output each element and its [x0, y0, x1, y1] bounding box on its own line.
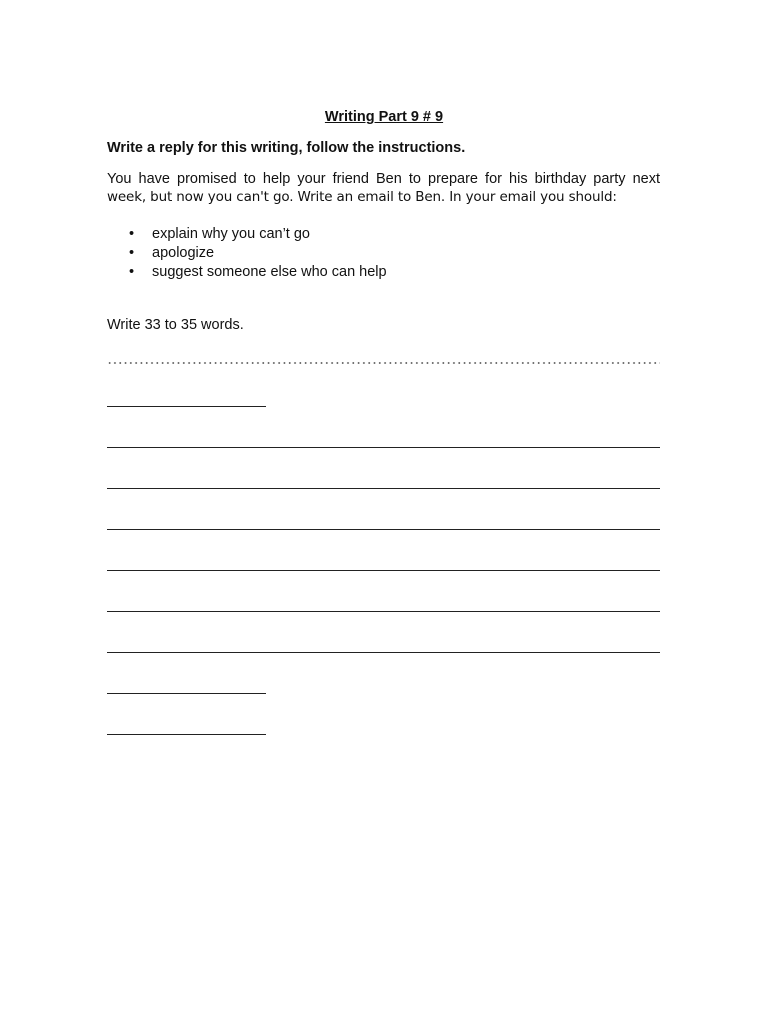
task-bullet-item	[107, 244, 387, 263]
task-bullet-text: apologize	[152, 245, 215, 261]
prompt-text-line-1: You have promised to help your friend Ben to prepare for his birthday party next	[107, 171, 660, 187]
answer-line[interactable]	[107, 529, 660, 530]
task-bullet-list	[107, 225, 387, 282]
prompt-text-line-2: week, but now you can't go. Write an email to Ben. In your email you should:	[107, 189, 617, 205]
task-bullet-text: suggest someone else who can help	[152, 264, 387, 280]
bullet-icon: •	[129, 264, 135, 280]
bullet-icon: •	[129, 245, 135, 261]
worksheet-title: Writing Part 9 # 9	[324, 109, 444, 125]
answer-line[interactable]	[107, 406, 266, 407]
answer-line[interactable]	[107, 447, 660, 448]
task-bullet-text: explain why you can’t go	[152, 226, 310, 242]
task-bullet-item	[107, 263, 387, 282]
answer-line[interactable]	[107, 570, 660, 571]
answer-line[interactable]	[107, 652, 660, 653]
answer-line[interactable]	[107, 734, 266, 735]
task-bullet-item	[107, 225, 387, 244]
answer-line[interactable]	[107, 611, 660, 612]
bullet-icon: •	[129, 226, 135, 242]
answer-line[interactable]	[107, 488, 660, 489]
answer-line[interactable]	[107, 693, 266, 694]
dotted-answer-line[interactable]	[107, 357, 660, 367]
word-count-instruction: Write 33 to 35 words.	[107, 317, 244, 333]
instructions-heading: Write a reply for this writing, follow the instructions.	[107, 140, 466, 156]
